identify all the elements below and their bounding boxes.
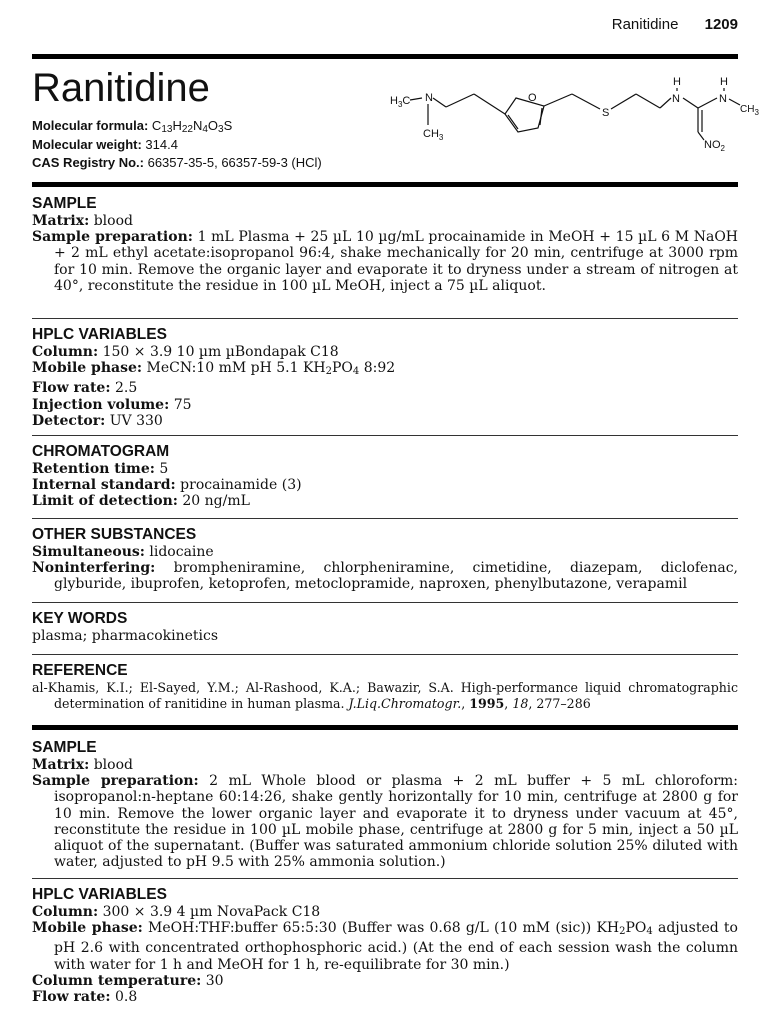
reference-authors: al-Khamis, K.I.; El-Sayed, Y.M.; Al-Rashood, K.A.; Bawazir, S.A. High-performance liquid chromatographic determination of ranitidine in human plasma.	[32, 680, 738, 711]
detector-value: UV 330	[109, 412, 163, 429]
flow-rate-label: Flow rate:	[32, 989, 111, 1006]
mobile-phase-c: 8:92	[359, 360, 396, 377]
matrix-row	[32, 757, 738, 773]
molecular-weight: 314.4	[145, 137, 178, 152]
flow-rate-value: 0.8	[114, 989, 138, 1006]
reference-pages: , 277–286	[528, 696, 591, 711]
column-row	[32, 344, 738, 360]
matrix-label: Matrix:	[32, 757, 90, 773]
section-divider	[32, 435, 738, 436]
hplc-section-2	[32, 886, 738, 1005]
section-divider	[32, 518, 738, 519]
section-divider	[32, 602, 738, 603]
flow-rate-value: 2.5	[114, 380, 138, 397]
section-divider	[32, 878, 738, 879]
hplc-heading: HPLC VARIABLES	[32, 886, 167, 903]
noninterfering-row	[32, 560, 738, 592]
structure-s: S	[602, 107, 610, 119]
chemical-structure	[384, 74, 759, 170]
injection-volume-value: 75	[173, 396, 192, 413]
other-substances-section	[32, 526, 738, 593]
mobile-phase-b: PO	[332, 360, 353, 377]
structure-h2: H	[720, 76, 728, 88]
limit-of-detection-label: Limit of detection:	[32, 493, 178, 510]
structure-ch3-bottom: $CH_3$	[423, 128, 444, 142]
retention-time-value: 5	[159, 461, 169, 477]
sample-prep-label: Sample preparation:	[32, 229, 193, 246]
reference-section	[32, 662, 738, 712]
internal-standard-label: Internal standard:	[32, 477, 176, 494]
mobile-phase-a: MeOH:THF:buffer 65:5:30 (Buffer was 0.68 g/L (10 mM (sic)) KH	[148, 920, 620, 937]
flow-rate-label: Flow rate:	[32, 380, 111, 397]
reference-citation	[32, 680, 738, 712]
structure-no2: $NO_2$	[704, 139, 725, 153]
structure-n-imine: N	[672, 93, 680, 105]
matrix-label: Matrix:	[32, 213, 90, 229]
reference-journal: J.Liq.Chromatogr.	[348, 696, 462, 711]
molecular-formula: $C_{13}H_{22}N_4O_3S$	[151, 118, 233, 135]
sample-prep-label: Sample preparation:	[32, 773, 199, 790]
hplc-heading: HPLC VARIABLES	[32, 326, 167, 343]
column-value: 150 × 3.9 10 µm µBondapak C18	[102, 344, 339, 360]
limit-of-detection-row	[32, 493, 738, 509]
top-rule	[32, 54, 738, 59]
injection-volume-label: Injection volume:	[32, 396, 170, 413]
cas-numbers: 66357-35-5, 66357-59-3 (HCl)	[147, 155, 322, 170]
method-separator-rule	[32, 725, 738, 730]
sample-section-2	[32, 739, 738, 870]
reference-heading: REFERENCE	[32, 662, 128, 679]
column-temperature-row	[32, 973, 738, 989]
noninterfering-value: brompheniramine, chlorpheniramine, cimetidine, diazepam, diclofenac, glyburide, ibuprofen, ketoprofen, metoclopramide, naproxen, phenylbutazone, verapamil	[54, 560, 739, 593]
chromatogram-heading: CHROMATOGRAM	[32, 443, 170, 460]
detector-label: Detector:	[32, 412, 106, 429]
column-temperature-value: 30	[205, 972, 224, 989]
hplc-section-1	[32, 326, 738, 429]
cas-row	[32, 155, 322, 170]
column-label: Column:	[32, 904, 99, 920]
internal-standard-row	[32, 477, 738, 493]
structure-n-amine: N	[719, 93, 727, 105]
column-label: Column:	[32, 344, 99, 360]
flow-rate-row	[32, 989, 738, 1005]
page-number: 1209	[704, 16, 738, 33]
simultaneous-label: Simultaneous:	[32, 544, 145, 560]
mobile-phase-row: Mobile phase: MeOH:THF:buffer 65:5:30 (Buffer was 0.68 g/L (10 mM (sic)) $KH_2PO_4$ adjusted to pH 2.6 with concentrated orthophosphoric acid.) (At the end of each session wash the column with water for 1 h and MeOH for 1 h, re-equilibrate for 30 min.)	[32, 920, 738, 973]
section-divider	[32, 654, 738, 655]
mobile-phase-a: MeCN:10 mM pH 5.1 KH	[146, 360, 326, 377]
mobile-phase-c: adjusted to pH 2.6 with concentrated orthophosphoric acid.) (At the end of each session wash the column with water for 1 h and MeOH for 1 h, re-equilibrate for 30 min.)	[54, 920, 738, 973]
mobile-phase-b: PO	[625, 920, 647, 937]
other-substances-heading: OTHER SUBSTANCES	[32, 526, 197, 543]
detector-row	[32, 413, 738, 429]
cas-label: CAS Registry No.:	[32, 155, 144, 170]
sample-heading: SAMPLE	[32, 195, 97, 212]
simultaneous-value: lidocaine	[149, 544, 214, 560]
internal-standard-value: procainamide (3)	[180, 477, 302, 494]
structure-n-dimethyl: N	[425, 92, 433, 104]
injection-volume-row	[32, 397, 738, 413]
limit-of-detection-value: 20 ng/mL	[182, 493, 250, 510]
matrix-value: blood	[93, 757, 133, 773]
header-bottom-rule	[32, 182, 738, 187]
mobile-phase-label: Mobile phase:	[32, 920, 143, 937]
reference-volume: 18	[512, 696, 529, 711]
sample-heading: SAMPLE	[32, 739, 97, 756]
chromatogram-section	[32, 443, 738, 510]
key-words-heading: KEY WORDS	[32, 610, 128, 627]
structure-h3c: $H_3C$	[390, 95, 411, 109]
molecular-formula-row	[32, 118, 232, 135]
reference-separator: ,	[461, 696, 470, 711]
retention-time-label: Retention time:	[32, 461, 155, 477]
structure-o: O	[528, 92, 537, 104]
reference-year: 1995	[469, 696, 505, 711]
reference-separator: ,	[504, 696, 513, 711]
molecular-weight-row	[32, 137, 178, 152]
key-words-value: plasma; pharmacokinetics	[32, 628, 219, 644]
molecular-formula-label: Molecular formula:	[32, 118, 149, 133]
structure-h1: H	[673, 76, 681, 88]
compound-title: Ranitidine	[32, 66, 210, 110]
flow-rate-row	[32, 380, 738, 396]
sample-prep-text: 2 mL Whole blood or plasma + 2 mL buffer + 5 mL chloroform: isopropanol:n-heptane 60:14:26, shake gently horizontally for 10 min, centrifuge at 2800 g for 10 min. Remove the lower organic layer and evaporate it to dryness under vacuum at 45°, reconstitute the residue in 100 µL mobile phase, centrifuge at 2800 g for 5 min, inject a 50 µL aliquot of the supernatant. (Buffer was saturated ammonium chloride solution 25% diluted with water, adjusted to pH 9.5 with 25% ammonia solution.)	[54, 773, 739, 871]
matrix-row	[32, 213, 738, 229]
column-temperature-label: Column temperature:	[32, 972, 202, 989]
mobile-phase-row: Mobile phase: MeCN:10 mM pH 5.1 $KH_2PO_4$ 8:92	[32, 360, 396, 378]
mobile-phase-label: Mobile phase:	[32, 360, 143, 377]
running-head	[612, 16, 738, 33]
sample-prep-row	[32, 229, 738, 294]
column-value: 300 × 3.9 4 µm NovaPack C18	[102, 904, 321, 920]
running-title: Ranitidine	[611, 16, 679, 33]
key-words-section	[32, 610, 738, 644]
sample-prep-row	[32, 773, 738, 870]
matrix-value: blood	[93, 213, 133, 229]
structure-ch3-right: $CH_3$	[740, 104, 759, 117]
simultaneous-row	[32, 544, 738, 560]
section-divider	[32, 318, 738, 319]
retention-time-row	[32, 461, 738, 477]
sample-prep-text: 1 mL Plasma + 25 µL 10 µg/mL procainamide in MeOH + 15 µL 6 M NaOH + 2 mL ethyl acetate:isopropanol 96:4, shake mechanically for 20 min, centrifuge at 3000 rpm for 10 min. Remove the organic layer and evaporate it to dryness under a stream of nitrogen at 40°, reconstitute the residue in 100 µL MeOH, inject a 75 µL aliquot.	[54, 229, 739, 294]
molecular-weight-label: Molecular weight:	[32, 137, 142, 152]
sample-section-1	[32, 195, 738, 294]
column-row	[32, 904, 738, 920]
noninterfering-label: Noninterfering:	[32, 560, 156, 577]
